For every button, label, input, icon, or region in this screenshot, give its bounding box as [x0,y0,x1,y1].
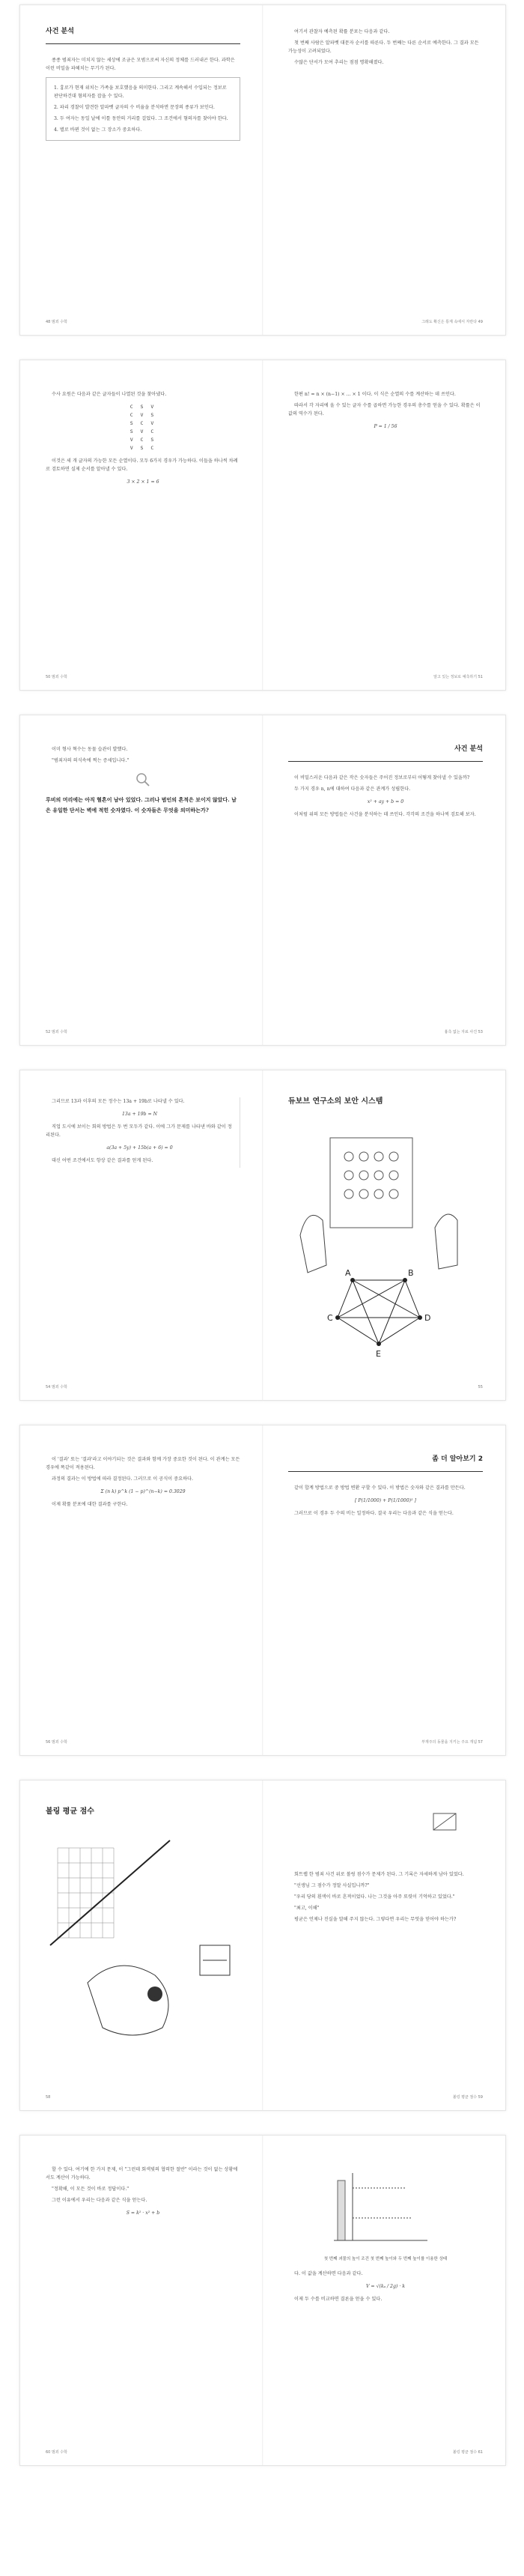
security-illustration [285,1123,480,1363]
paragraph: 대신 어떤 조건에서도 항상 같은 결과를 얻게 된다. [52,1158,153,1163]
page-folio: 알고 있는 정보로 예측하기 51 [433,675,483,679]
page-folio: 54 범죄 수학 [46,1385,67,1389]
paragraph: "최고, 이해" [294,1906,320,1911]
page-folio: 58 [46,2095,51,2100]
paragraph: 할 수 있다. 여기에 한 가지 문제, 이 "그런데 회색빛의 협력한 절반" 이라는 것이 없는 상황에서도 계산이 가능하다. [46,2167,238,2180]
vertex-label: A [345,1268,351,1278]
page-folio: 50 범죄 수학 [46,675,67,679]
page-folio: 60 범죄 수학 [46,2450,67,2455]
paragraph: 이미 형사 혁수는 동물 습관이 발했다. [52,747,128,752]
paragraph: 이제 확률 분포에 대한 결과를 구한다. [52,1502,128,1507]
spread-7 [19,2135,506,2466]
formula: P = 1 / 56 [374,424,397,429]
paragraph: "범죄자의 의식속에 찍는 증세입니다." [52,758,130,763]
paragraph: 따라서 각 자리에 올 수 있는 글자 수를 곱하면 가능한 경우의 총수를 얻을 수 있다. 확률은 이 값의 역수가 된다. [288,403,481,416]
handwritten-note: 루비의 머리에는 아직 혈흔이 남아 있었다. 그러나 범인의 흔적은 보이지 않았다. 남은 유일한 단서는 벽에 적힌 숫자였다. 이 숫자들은 무엇을 의미하는가? [46,796,237,813]
list-item: 2. 파리 경찰이 발견한 알파벳 글자의 수 비율을 분석하면 문장의 종류가 보인다. [54,105,215,110]
formula: S = k² · x² + b [126,2210,160,2216]
paragraph: 수많은 단서가 모여 추리는 점점 명확해졌다. [294,60,384,65]
spread-5 [19,1425,506,1756]
page-folio: 48 범죄 수학 [46,320,67,324]
spread-1 [19,4,506,336]
bowling-illustration [43,1833,245,2073]
paragraph: 수사 요원은 다음과 같은 글자들이 나열된 것을 찾아냈다. [52,392,167,397]
permutation: S C V [130,420,156,426]
vertex-label: E [376,1349,381,1359]
illustration-title: 볼링 평균 점수 [46,1807,94,1816]
formula: V = √(kₐ / 2g) · k [366,2284,405,2289]
permutation: V S C [130,445,156,451]
magnifier-icon [135,772,150,787]
section-title: 좀 더 알아보기 2 [432,1455,483,1463]
paragraph: 종종 범죄자는 미치지 않는 세상에 조금은 모범으로써 자신의 정체를 드러내곤 한다. 과학은 이런 비밀을 파헤치는 무기가 된다. [46,58,235,71]
paragraph: 이처럼 위의 모든 방법들은 사건을 분석하는 데 쓰인다. 각각의 조건을 하나씩 검토해 보자. [294,812,476,817]
page-49 [263,5,505,335]
paragraph: 이 비밀스러운 다음과 같은 작은 숫자들은 주어진 정보로부터 어떻게 찾아낼 수 있을까? [294,775,470,781]
spread-3 [19,715,506,1046]
page-58 [20,1781,263,2110]
formula: 3 × 2 × 1 = 6 [127,479,159,485]
paragraph: 그런 이유에서 우리는 다음과 같은 식을 얻는다. [52,2198,147,2203]
list-item: 1. 흉로가 현재 위치는 가족을 보호했음을 의미한다. 그리고 계속해서 수입되는 정보로 판단하건대 혐의자를 잡을 수 있다. [54,85,227,99]
paragraph: 첫 번째 사람은 알파벳 대문자 순서를 따른다. 두 번째는 다른 순서로 예측한다. 그 결과 모든 가능성이 고려되었다. [288,40,479,54]
paragraph: 이제 두 수를 비교하면 결론을 얻을 수 있다. [294,2297,383,2302]
permutation: S V C [130,428,156,434]
page-53 [263,715,505,1045]
formula: Σ (n k) p^k (1 − p)^(n−k) = 0.3029 [100,1489,186,1494]
vertex-label: B [408,1268,414,1278]
list-item: 4. 별로 바뀐 것이 없는 그 장소가 중요하다. [54,127,142,133]
figure-caption: 첫 번째 괴물의 높이 조건 첫 번째 높이와 두 번째 높이를 이용한 상태 [323,2257,448,2261]
vertex-label: D [424,1313,431,1323]
section-title: 사건 분석 [454,745,483,753]
numbered-box [46,77,240,141]
paragraph: 한편 n! = n × (n−1) × ... × 1 이다. 이 식은 순열의 수를 계산하는 데 쓰인다. [294,392,456,397]
page-folio: 52 범죄 수학 [46,1030,67,1034]
page-59 [263,1781,505,2110]
spread-4 [19,1070,506,1401]
section-rule [288,1471,483,1472]
permutation: C V S [130,412,156,418]
permutation-list [46,403,240,452]
page-61 [263,2136,505,2465]
paragraph: "선생님 그 점수가 정말 사실입니까?" [294,1883,370,1888]
paragraph: 그러므로 이 경우 두 수의 비는 일정하다. 결국 우리는 다음과 같은 식을 얻는다. [294,1511,454,1516]
paragraph: 다. 이 값을 계산하면 다음과 같다. [294,2271,363,2276]
paragraph: 직업 도시에 보이는 회의 방법은 두 번 모두가 같다. 이에 그가 문제를 나타낸 바와 같이 정리된다. [46,1124,232,1138]
permutation: C S V [130,404,156,410]
page-folio: 흉측 없는 자료 사건 53 [444,1030,483,1034]
page-folio: 55 [478,1385,483,1389]
corner-icon [430,1810,460,1833]
spread-2 [19,360,506,691]
page-54 [20,1070,263,1400]
spread-6 [19,1780,506,2111]
page-folio: 볼링 평균 점수 61 [452,2450,483,2455]
page-50 [20,360,263,690]
list-item: 3. 두 여자는 동일 날에 이틀 동안의 거리를 걸었다. 그 조건에서 혐의자를 찾아야 한다. [54,116,228,121]
formula: a(3a + 5y) + 15b(a + 6) = 0 [106,1145,173,1151]
paragraph: "우리 당의 흰색이 바로 흔적이었다. 나는 그것을 아주 또렷이 기억하고 있었다." [294,1894,455,1900]
paragraph: 평균은 언제나 진실을 말해 주지 않는다. 그렇다면 우리는 무엇을 믿어야 하는가? [294,1917,457,1922]
section-rule [46,43,240,44]
formula: [ P(1/1000) + P(1/1000)² ] [355,1498,416,1503]
height-diagram [323,2166,442,2248]
formula: x² + ay + b = 0 [367,799,404,804]
page-60 [20,2136,263,2465]
paragraph: 두 가지 경우 n, n에 대하여 다음과 같은 관계가 성립한다. [294,787,411,792]
page-56 [20,1425,263,1755]
page-folio: 그래도 확신은 통계 속에서 자란다 49 [421,320,483,324]
paragraph: 같이 합계 방법으로 중 방법 변환 구할 수 있다. 이 방법은 숫자와 같은 결과를 만든다. [294,1485,466,1491]
page-folio: 볼링 평균 점수 59 [452,2095,483,2100]
page-folio: 부재주의 동물을 지키는 주요 개념 57 [421,1740,483,1745]
paragraph: 여기서 관찰자 예측된 확률 분포는 다음과 같다. [294,29,390,34]
paragraph: 이것은 세 개 글자의 가능한 모든 순열이다. 모두 6가지 경우가 가능하다. 이들을 하나씩 차례로 검토하면 실제 순서를 알아낼 수 있다. [46,458,238,472]
paragraph: 그리므로 13과 이후의 모든 정수는 13a + 19b로 나타낼 수 있다. [52,1099,185,1104]
page-55 [263,1070,505,1400]
page-folio: 56 범죄 수학 [46,1740,67,1745]
vertex-label: C [327,1313,333,1323]
paragraph: 회트랩 한 범죄 사건 위로 볼링 점수가 문제가 된다. 그 기록은 자세하게 남아 있었다. [294,1872,464,1877]
page-51 [263,360,505,690]
paragraph: "정확해, 이 모든 것이 바로 정답이다." [52,2186,130,2192]
section-title: 사건 분석 [46,28,74,35]
paragraph: 과정의 결과는 이 방법에 따라 결정된다. 그러므로 이 공식이 중요하다. [52,1476,193,1482]
page-57 [263,1425,505,1755]
paragraph: 이 '결과' 또는 '결과'라고 이야기되는 것은 결과와 함께 가장 중요한 것이 된다. 이 관계는 모든 경우에 똑같이 적용된다. [46,1457,240,1470]
section-rule [288,761,483,762]
permutation: V C S [130,437,156,443]
illustration-title: 듀보브 연구소의 보안 시스템 [288,1097,383,1106]
formula: 13a + 19b = N [121,1112,158,1117]
page-52 [20,715,263,1045]
page-48 [20,5,263,335]
